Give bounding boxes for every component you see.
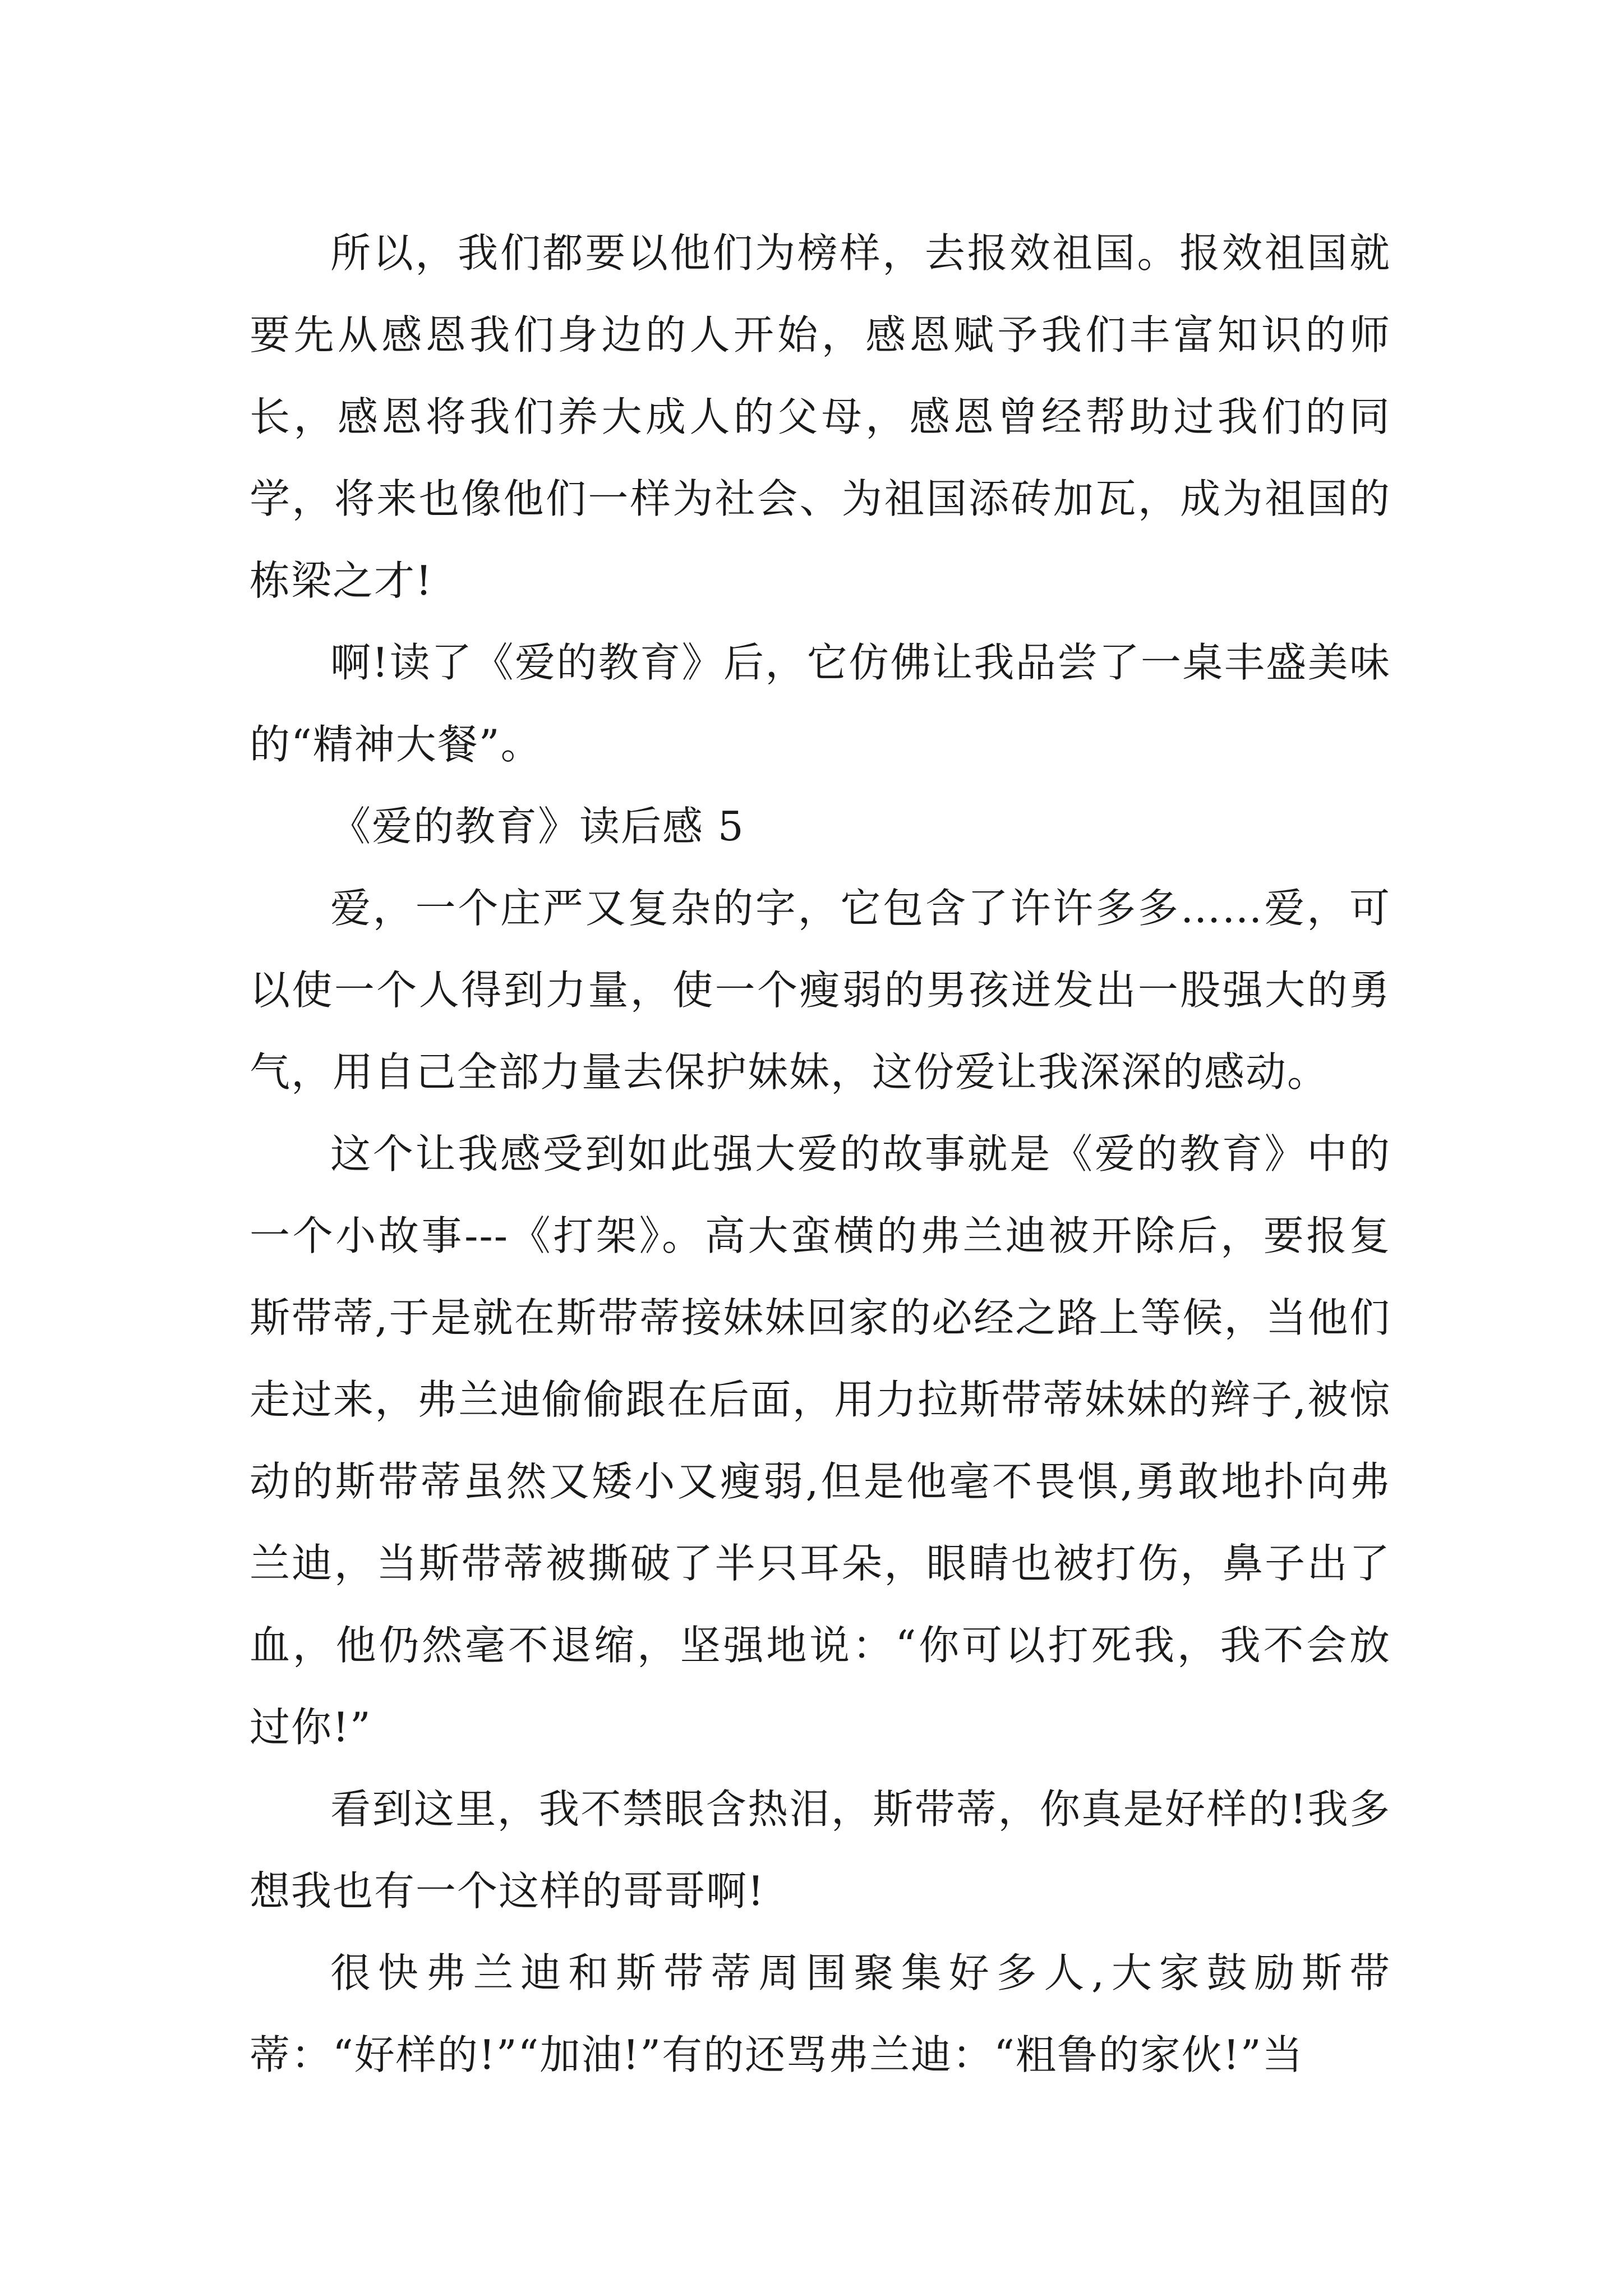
paragraph-reaction: 看到这里，我不禁眼含热泪，斯带蒂，你真是好样的!我多想我也有一个这样的哥哥啊! xyxy=(250,1786,1391,1915)
paragraph-crowd: 很快弗兰迪和斯带蒂周围聚集好多人,大家鼓励斯带蒂：“好样的!”“加油!”有的还骂弗兰迪：“粗鲁的家伙!”当 xyxy=(250,1949,1391,2078)
document-body xyxy=(250,212,1391,2096)
paragraph-gratitude: 所以，我们都要以他们为榜样，去报效祖国。报效祖国就要先从感恩我们身边的人开始，感恩赋予我们丰富知识的师长，感恩将我们养大成人的父母，感恩曾经帮助过我们的同学，将来也像他们一样为社会、为祖国添砖加瓦，成为祖国的栋梁之才! xyxy=(250,229,1391,604)
paragraph-spiritual-feast: 啊!读了《爱的教育》后，它仿佛让我品尝了一桌丰盛美味的“精神大餐”。 xyxy=(250,639,1391,768)
section-title: 《爱的教育》读后感 5 xyxy=(330,803,745,850)
paragraph-love: 爱，一个庄严又复杂的字，它包含了许许多多……爱，可以使一个人得到力量，使一个瘦弱的男孩迸发出一股强大的勇气，用自己全部力量去保护妹妹，这份爱让我深深的感动。 xyxy=(250,885,1391,1096)
paragraph-fight-story: 这个让我感受到如此强大爱的故事就是《爱的教育》中的一个小故事---《打架》。高大蛮横的弗兰迪被开除后，要报复斯带蒂,于是就在斯带蒂接妹妹回家的必经之路上等候，当他们走过来，弗兰迪偷偷跟在后面，用力拉斯带蒂妹妹的辫子,被惊动的斯带蒂虽然又矮小又瘦弱,但是他毫不畏惧,勇敢地扑向弗兰迪，当斯带蒂被撕破了半只耳朵，眼睛也被打伤，鼻子出了血，他仍然毫不退缩，坚强地说：“你可以打死我，我不会放过你!” xyxy=(250,1130,1391,1751)
